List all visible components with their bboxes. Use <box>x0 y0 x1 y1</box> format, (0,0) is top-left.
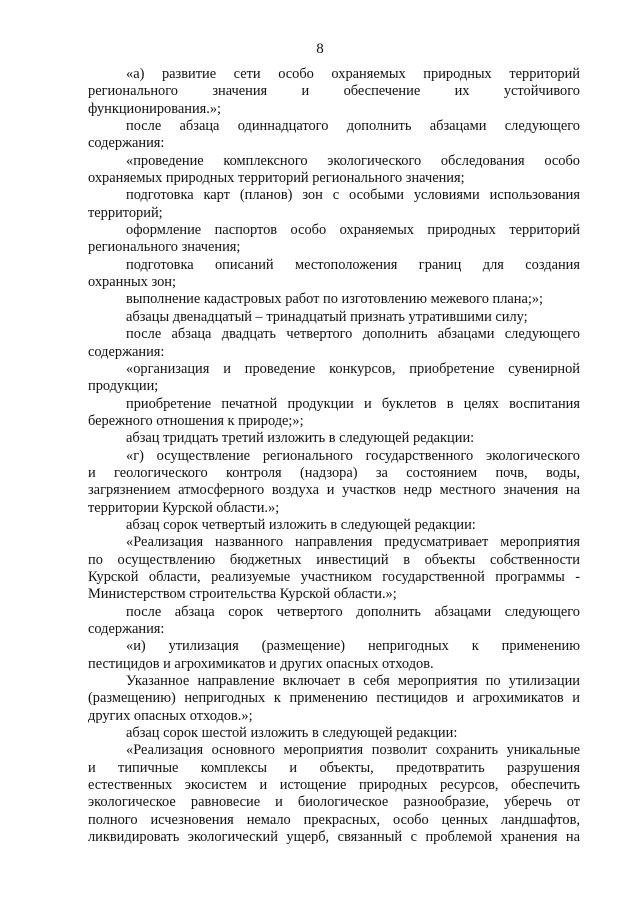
text-word: охраняемых <box>331 66 406 82</box>
text-word: недр <box>403 482 432 499</box>
text-word: и <box>88 464 96 481</box>
text-word: для <box>482 256 504 273</box>
text-line <box>88 291 580 308</box>
text-word: приобретение <box>126 395 212 412</box>
text-word: (надзора) <box>299 464 358 481</box>
text-word: ресурсов, <box>439 777 499 794</box>
text-word: дополнить <box>356 603 421 620</box>
text-word: «Реализация <box>126 742 204 759</box>
text-line <box>88 274 580 291</box>
text-word: после <box>126 603 162 620</box>
text-word: и <box>275 794 283 811</box>
text-word: области, <box>148 568 201 585</box>
text-word: печатной <box>221 395 278 412</box>
text-word: дополнить <box>362 326 428 343</box>
text-word: непригодных <box>367 638 449 655</box>
text-word: и <box>223 360 231 377</box>
text-word: от <box>566 794 580 811</box>
text-line <box>88 326 580 343</box>
text-word: утилизации <box>508 673 580 690</box>
text-word: объекты <box>424 551 476 568</box>
text-word: биологическое <box>297 794 389 811</box>
text-word: немало <box>246 811 291 828</box>
text-word: четвертого <box>286 326 353 343</box>
text-word: типичные <box>118 759 179 776</box>
text-segment: абзац сорок четвертый изложить в следующей редакции: <box>126 516 476 533</box>
text-line <box>88 604 580 621</box>
text-word: на <box>565 829 580 846</box>
text-word: особыми <box>349 187 404 204</box>
text-word: истощение <box>279 777 347 794</box>
text-word: с <box>410 829 417 846</box>
text-line <box>88 534 580 551</box>
text-word: «организация <box>126 360 210 377</box>
text-line <box>88 500 580 517</box>
text-word: после <box>126 118 162 135</box>
document-body <box>88 66 580 846</box>
text-word: мероприятия <box>500 534 580 551</box>
text-word: обеспечить <box>511 777 580 794</box>
text-word: экологическое <box>88 794 176 811</box>
text-word: разрушения <box>507 759 580 776</box>
text-line <box>88 794 580 811</box>
text-word: сети <box>233 66 261 82</box>
text-line <box>88 344 580 361</box>
text-word: природных <box>358 777 428 794</box>
text-line <box>88 673 580 690</box>
text-word: утилизация <box>168 638 239 655</box>
text-word: и <box>88 759 96 776</box>
text-word: обеспечение <box>343 83 421 100</box>
text-word: в <box>348 673 356 690</box>
text-word: воспитания <box>509 395 580 412</box>
text-word: природных <box>423 66 492 82</box>
text-word: сорок <box>228 603 264 620</box>
text-word: участником <box>300 568 372 585</box>
text-word: регионального <box>88 83 178 100</box>
text-line <box>88 742 580 759</box>
text-line <box>88 101 580 118</box>
text-word: значения <box>503 482 559 499</box>
text-line <box>88 812 580 829</box>
text-segment: абзац тридцать третий изложить в следующей редакции: <box>126 430 475 447</box>
text-word: по <box>485 673 501 690</box>
text-word: экологического <box>327 152 422 169</box>
page-number: 8 <box>316 41 324 57</box>
text-word: следующего <box>504 603 580 620</box>
text-word: (размещение) <box>261 638 346 655</box>
text-word: к <box>471 638 479 655</box>
text-word: применению <box>289 690 368 707</box>
text-word: - <box>575 568 580 585</box>
text-segment: функционирования.»; <box>88 100 222 117</box>
text-word: загрязнением <box>88 482 171 499</box>
text-line <box>88 621 580 638</box>
text-word: абзаца <box>171 326 212 343</box>
text-line <box>88 725 580 742</box>
text-line <box>88 378 580 395</box>
text-word: регионального <box>262 447 353 464</box>
text-word: карт <box>203 187 230 204</box>
text-segment: содержания: <box>88 343 165 360</box>
text-word: естественных <box>88 777 173 794</box>
text-word: особо <box>278 66 314 82</box>
text-line <box>88 829 580 846</box>
text-word: границ <box>418 256 462 273</box>
text-word: оформление <box>126 222 202 239</box>
text-word: абзацами <box>437 326 495 343</box>
text-segment: охраняемых природных территорий регионального значения; <box>88 170 465 187</box>
text-line <box>88 690 580 707</box>
text-word: направление <box>197 673 275 690</box>
text-word: полного <box>88 811 138 828</box>
text-line <box>88 118 580 135</box>
text-line <box>88 222 580 239</box>
text-word: их <box>454 83 470 100</box>
text-segment: Министерством строительства Курской области.»; <box>88 586 397 603</box>
text-line <box>88 777 580 794</box>
text-word: конкурсов, <box>329 360 396 377</box>
text-word: особо <box>290 222 327 239</box>
text-word: паспортов <box>214 222 278 239</box>
text-word: программы <box>495 568 565 585</box>
text-word: абзацами <box>434 603 492 620</box>
text-word: целях <box>463 395 499 412</box>
text-word: и <box>259 777 268 794</box>
text-word: позволит <box>371 742 428 759</box>
text-word: комплексы <box>200 759 268 776</box>
text-word: и <box>289 759 298 776</box>
text-word: воздуха <box>271 482 320 499</box>
text-line <box>88 170 580 187</box>
text-word: ущерб, <box>286 829 330 846</box>
text-word: агрохимикатов <box>472 690 564 707</box>
text-word: государственного <box>365 447 474 464</box>
text-segment: содержания: <box>88 135 165 152</box>
text-word: осуществление <box>156 447 251 464</box>
text-line <box>88 552 580 569</box>
text-segment: охранных зон; <box>88 274 176 291</box>
text-word: «г) <box>126 447 144 464</box>
text-word: предотвратить <box>396 759 485 776</box>
text-segment: регионального значения; <box>88 239 241 256</box>
text-word: ценных <box>441 811 488 828</box>
text-word: двадцать <box>221 326 276 343</box>
text-word: за <box>375 464 388 481</box>
text-word: подготовка <box>126 187 194 204</box>
text-segment: пестицидов и агрохимикатов и других опасных отходов. <box>88 655 434 672</box>
text-word: уберечь <box>504 794 552 811</box>
text-word: комплексного <box>223 152 308 169</box>
text-word: особо <box>544 152 580 169</box>
text-word: следующего <box>504 118 580 135</box>
text-word: с <box>332 187 340 204</box>
text-word: особо <box>393 811 429 828</box>
text-word: ландшафтов, <box>500 811 580 828</box>
text-word: и <box>456 690 465 707</box>
text-word: и <box>363 395 372 412</box>
text-word: использования <box>489 187 580 204</box>
text-word: подготовка <box>126 256 194 273</box>
text-segment: абзацы двенадцатый – тринадцатый признать утратившими силу; <box>126 308 528 325</box>
text-word: буклетов <box>381 395 437 412</box>
text-word: почв, <box>495 464 528 481</box>
text-word: мероприятия <box>397 673 478 690</box>
text-word: охраняемых <box>339 222 414 239</box>
text-segment: территории Курской области.»; <box>88 499 280 516</box>
text-word: прекрасных, <box>303 811 381 828</box>
text-word: на <box>565 482 580 499</box>
text-line <box>88 396 580 413</box>
text-word: условиями <box>413 187 480 204</box>
text-word: себя <box>363 673 390 690</box>
text-word: развитие <box>161 66 217 82</box>
text-word: воды, <box>545 464 581 481</box>
text-word: непригодных <box>184 690 266 707</box>
text-word: основного <box>211 742 275 759</box>
text-word: Курской <box>88 568 139 585</box>
text-word: приобретение <box>409 360 495 377</box>
text-word: равновесие <box>190 794 261 811</box>
text-word: государственной <box>382 568 485 585</box>
text-segment: абзац сорок шестой изложить в следующей редакции: <box>126 725 458 742</box>
text-word: четвертого <box>276 603 343 620</box>
text-line <box>88 153 580 170</box>
text-line <box>88 708 580 725</box>
text-word: и <box>572 690 580 707</box>
text-word: бюджетных <box>229 551 302 568</box>
text-word: устойчивого <box>503 83 580 100</box>
text-word: ликвидировать <box>88 829 180 846</box>
text-word: осуществлению <box>117 551 216 568</box>
text-line <box>88 205 580 222</box>
text-word: связанный <box>337 829 403 846</box>
text-line <box>88 448 580 465</box>
text-line <box>88 361 580 378</box>
text-word: местного <box>439 482 496 499</box>
text-word: «проведение <box>126 152 204 169</box>
text-line <box>88 656 580 673</box>
text-word: к <box>273 690 281 707</box>
text-word: и <box>326 482 335 499</box>
text-word: пестицидов <box>376 690 448 707</box>
text-line <box>88 465 580 482</box>
text-line <box>88 569 580 586</box>
text-word: по <box>88 551 103 568</box>
text-word: обследования <box>440 152 525 169</box>
text-word: описаний <box>214 256 274 273</box>
text-word: одиннадцатого <box>237 118 329 135</box>
text-line <box>88 760 580 777</box>
text-word: применению <box>501 638 580 655</box>
text-segment: содержания: <box>88 621 165 637</box>
text-word: территорий <box>509 222 580 239</box>
text-word: (планов) <box>239 187 293 204</box>
text-word: мероприятия <box>283 742 364 759</box>
text-word: атмосферного <box>178 482 265 499</box>
text-line <box>88 83 580 100</box>
text-word: контроля <box>226 464 282 481</box>
text-word: уникальные <box>506 742 580 759</box>
text-word: Указанное <box>126 673 190 690</box>
text-segment: территорий; <box>88 204 163 221</box>
text-word: экосистем <box>184 777 247 794</box>
text-line <box>88 309 580 326</box>
text-word: и <box>301 83 310 100</box>
text-word: «и) <box>126 638 146 655</box>
text-line <box>88 135 580 152</box>
text-word: названного <box>214 534 284 551</box>
text-word: объекты, <box>319 759 374 776</box>
text-word: значения <box>212 83 268 100</box>
text-segment: бережного отношения к природе;»; <box>88 412 304 429</box>
text-line <box>88 638 580 655</box>
text-line <box>88 66 580 83</box>
text-word: инвестиций <box>316 551 389 568</box>
text-word: сувенирной <box>508 360 580 377</box>
text-word: геологического <box>114 464 208 481</box>
text-word: «Реализация <box>126 534 204 551</box>
text-line <box>88 413 580 430</box>
text-word: местоположения <box>295 256 398 273</box>
text-word: включает <box>282 673 341 690</box>
text-word: собственности <box>489 551 580 568</box>
text-segment: выполнение кадастровых работ по изготовлению межевого плана;»; <box>126 291 544 308</box>
text-word: экологический <box>187 829 278 846</box>
text-line <box>88 517 580 534</box>
text-word: исчезновения <box>150 811 234 828</box>
text-word: создания <box>525 256 580 273</box>
text-word: следующего <box>504 326 580 343</box>
text-line <box>88 239 580 256</box>
text-word: «а) <box>126 66 145 82</box>
text-line <box>88 187 580 204</box>
text-word: после <box>126 326 162 343</box>
text-word: в <box>403 551 410 568</box>
text-word: реализуемые <box>211 568 291 585</box>
text-word: абзаца <box>179 118 220 135</box>
text-word: территорий <box>509 66 580 82</box>
text-word: абзацами <box>429 118 487 135</box>
text-word: абзаца <box>174 603 215 620</box>
text-line <box>88 586 580 603</box>
text-word: хранения <box>500 829 558 846</box>
text-line <box>88 257 580 274</box>
text-word: направления <box>295 534 373 551</box>
text-word: разнообразие, <box>403 794 490 811</box>
text-word: сохранить <box>435 742 499 759</box>
text-word: (размещению) <box>88 690 176 707</box>
text-word: проблемой <box>425 829 493 846</box>
text-word: продукции <box>287 395 354 412</box>
text-line <box>88 430 580 447</box>
text-word: предусматривает <box>384 534 489 551</box>
text-word: в <box>446 395 454 412</box>
text-word: участков <box>342 482 396 499</box>
text-segment: продукции; <box>88 378 159 395</box>
text-word: экологического <box>486 447 580 464</box>
text-word: состоянием <box>406 464 478 481</box>
text-line <box>88 482 580 499</box>
text-segment: других опасных отходов.»; <box>88 707 253 724</box>
text-word: проведение <box>244 360 316 377</box>
text-word: природных <box>427 222 496 239</box>
text-word: дополнить <box>346 118 412 135</box>
text-word: зон <box>302 187 323 204</box>
